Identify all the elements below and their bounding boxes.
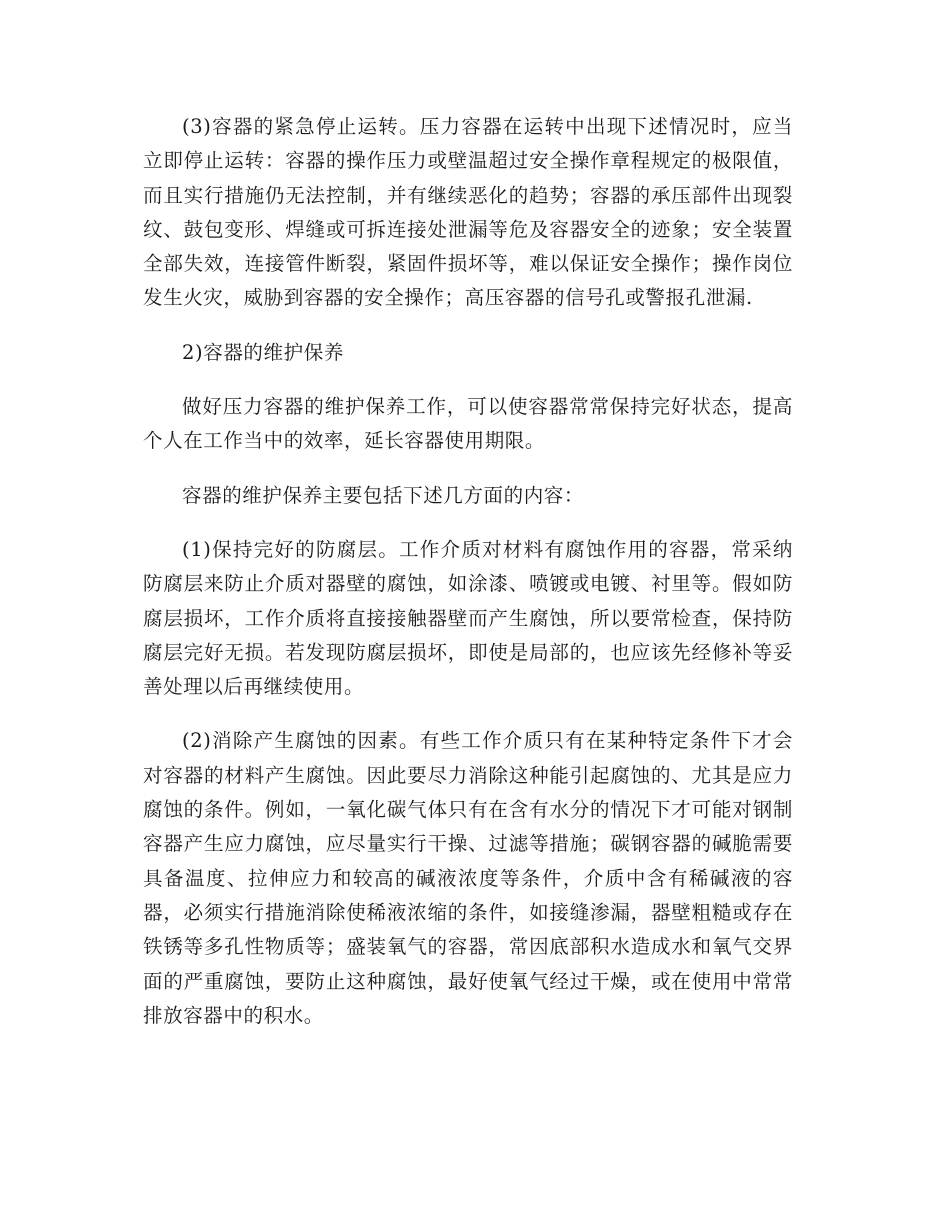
section-heading-maintenance: 2)容器的维护保养 [182, 340, 344, 364]
paragraph-maintenance-contents: 容器的维护保养主要包括下述几方面的内容： [182, 483, 585, 507]
document-page [143, 110, 793, 1033]
paragraph-emergency-stop: (3)容器的紧急停止运转。压力容器在运转中出现下述情况时，应当立即停止运转：容器的操作压力或壁温超过安全操作章程规定的极限值，而且实行措施仍无法控制，并有继续恶化的趋势；容器的承压部件出现裂纹、鼓包变形、焊缝或可拆连接处泄漏等危及容器安全的迹象；安全装置全部失效，连接管件断裂，紧固件损坏等，难以保证安全操作；操作岗位发生火灾，威胁到容器的安全操作；高压容器的信号孔或警报孔泄漏. [143, 115, 793, 310]
paragraph-anticorrosion-layer: (1)保持完好的防腐层。工作介质对材料有腐蚀作用的容器，常采纳防腐层来防止介质对器壁的腐蚀，如涂漆、喷镀或电镀、衬里等。假如防腐层损坏，工作介质将直接接触器壁而产生腐蚀，所以要常检查，保持防腐层完好无损。若发现防腐层损坏，即使是局部的，也应该先经修补等妥善处理以后再继续使用。 [143, 537, 793, 699]
paragraph-maintenance-intro: 做好压力容器的维护保养工作，可以使容器常常保持完好状态，提高个人在工作当中的效率，延长容器使用期限。 [143, 395, 793, 453]
paragraph-corrosion-factors: (2)消除产生腐蚀的因素。有些工作介质只有在某种特定条件下才会对容器的材料产生腐蚀。因此要尽力消除这种能引起腐蚀的、尤其是应力腐蚀的条件。例如，一氧化碳气体只有在含有水分的情况下才可能对钢制容器产生应力腐蚀，应尽量实行干操、过滤等措施；碳钢容器的碱脆需要具备温度、拉伸应力和较高的碱液浓度等条件，介质中含有稀碱液的容器，必须实行措施消除使稀液浓缩的条件，如接缝渗漏，器壁粗糙或存在铁锈等多孔性物质等；盛装氧气的容器，常因底部积水造成水和氧气交界面的严重腐蚀，要防止这种腐蚀，最好使氧气经过干燥，或在使用中常常排放容器中的积水。 [143, 729, 793, 1027]
